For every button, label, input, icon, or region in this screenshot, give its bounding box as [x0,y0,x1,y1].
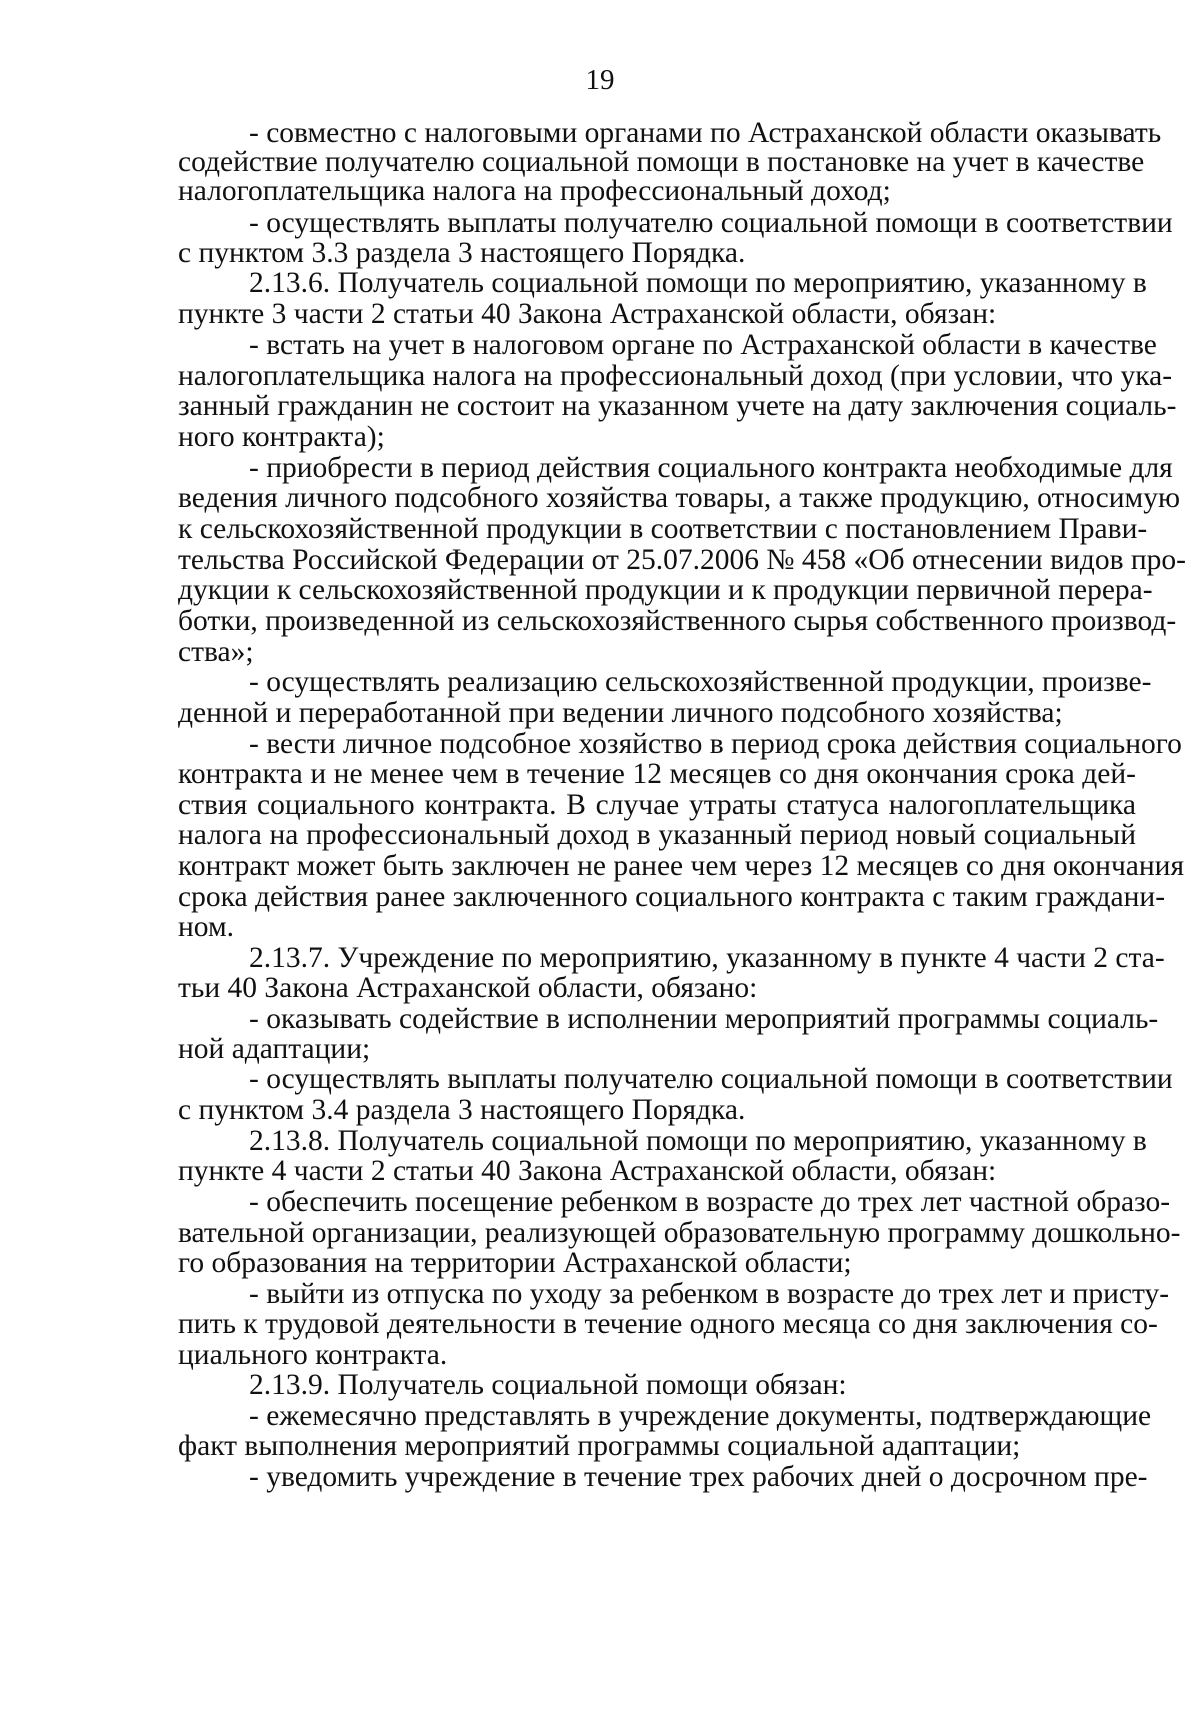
text-line: ства»; [178,636,254,668]
text-line: факт выполнения мероприятий программы социальной адаптации; [178,1430,1021,1462]
text-line: 2.13.8. Получатель социальной помощи по мероприятию, указанному в [249,1125,1147,1157]
text-line: налогоплательщика налога на профессиональный доход; [178,175,891,207]
text-line: ного контракта); [178,421,385,453]
text-line: контракт может быть заключен не ранее чем через 12 месяцев со дня окончания [178,850,1185,882]
text-line: контракта и не менее чем в течение 12 месяцев со дня окончания срока дей- [178,758,1136,790]
text-line: дукции к сельскохозяйственной продукции и к продукции первичной перера- [178,574,1153,606]
text-line: - осуществлять выплаты получателю социальной помощи в соответствии [249,1063,1173,1095]
text-line: циального контракта. [178,1339,448,1371]
text-line: 2.13.6. Получатель социальной помощи по мероприятию, указанному в [249,267,1147,299]
text-line: содействие получателю социальной помощи в постановке на учет в качестве [178,146,1145,178]
text-line: 2.13.9. Получатель социальной помощи обязан: [249,1369,847,1401]
text-line: - обеспечить посещение ребенком в возрасте до трех лет частной образо- [249,1186,1171,1218]
text-line: срока действия ранее заключенного социального контракта с таким граждани- [178,881,1166,913]
text-line: - осуществлять выплаты получателю социальной помощи в соответствии [249,207,1173,239]
text-line: пункте 4 части 2 статьи 40 Закона Астраханской области, обязан: [178,1155,997,1187]
text-line: - уведомить учреждение в течение трех рабочих дней о досрочном пре- [249,1461,1148,1493]
text-line: - приобрести в период действия социального контракта необходимые для [249,452,1173,484]
text-line: с пунктом 3.3 раздела 3 настоящего Порядка. [178,237,746,269]
text-line: - осуществлять реализацию сельскохозяйственной продукции, произве- [249,666,1152,698]
text-line: к сельскохозяйственной продукции в соответствии с постановлением Прави- [178,513,1148,545]
text-line: - вести личное подсобное хозяйство в период срока действия социального [249,728,1182,760]
text-line: ботки, произведенной из сельскохозяйственного сырья собственного производ- [178,605,1177,637]
text-line: тельства Российской Федерации от 25.07.2006 № 458 «Об отнесении видов про- [178,544,1186,576]
text-line: тьи 40 Закона Астраханской области, обязано: [178,972,758,1004]
text-line: го образования на территории Астраханской области; [178,1247,852,1279]
text-line: налога на профессиональный доход в указанный период новый социальный [178,819,1136,851]
text-line: - совместно с налоговыми органами по Астраханской области оказывать [249,117,1162,149]
text-line: ной адаптации; [178,1033,371,1065]
text-line: занный гражданин не состоит на указанном учете на дату заключения социаль- [178,390,1177,422]
text-line: ствия социального контракта. В случае утраты статуса налогоплательщика [178,789,1136,821]
text-line: 2.13.7. Учреждение по мероприятию, указанному в пункте 4 части 2 ста- [249,942,1165,974]
text-line: - ежемесячно представлять в учреждение документы, подтверждающие [249,1400,1152,1432]
text-line: вательной организации, реализующей образовательную программу дошкольно- [178,1217,1181,1249]
text-line: пить к трудовой деятельности в течение одного месяца со дня заключения со- [178,1308,1158,1340]
text-line: денной и переработанной при ведении личного подсобного хозяйства; [178,697,1063,729]
text-line: - встать на учет в налоговом органе по Астраханской области в качестве [249,329,1157,361]
text-line: - оказывать содействие в исполнении мероприятий программы социаль- [249,1003,1159,1035]
text-line: ном. [178,911,235,943]
page-number: 19 [585,64,615,96]
text-line: - выйти из отпуска по уходу за ребенком в возрасте до трех лет и присту- [249,1278,1170,1310]
text-line: налогоплательщика налога на профессиональный доход (при условии, что ука- [178,360,1173,392]
text-line: с пунктом 3.4 раздела 3 настоящего Порядка. [178,1094,746,1126]
text-line: пункте 3 части 2 статьи 40 Закона Астраханской области, обязан: [178,298,997,330]
text-line: ведения личного подсобного хозяйства товары, а также продукцию, относимую [178,482,1180,514]
